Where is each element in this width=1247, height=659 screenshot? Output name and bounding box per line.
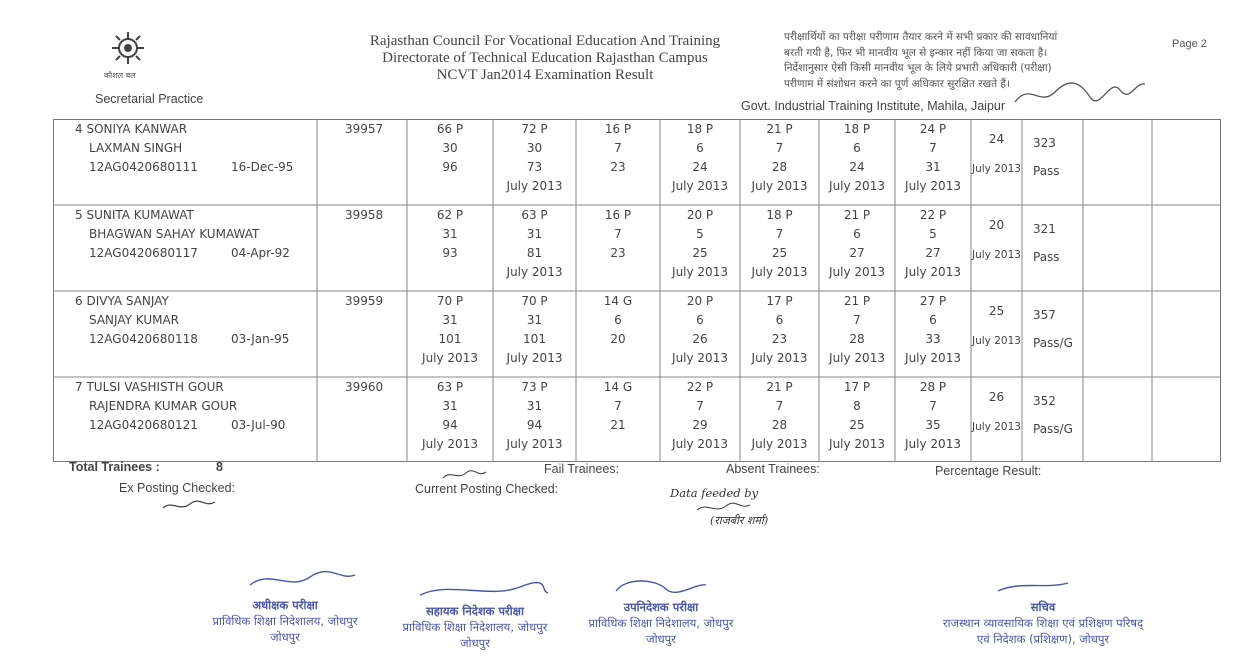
logo-caption: कौशल बल — [104, 71, 136, 80]
subject-total: 81 — [526, 246, 543, 260]
subject-sessional: 7 — [775, 227, 784, 241]
council-emblem-logo — [110, 30, 146, 66]
disclaimer-line: परीक्षार्थियों का परीक्षा परीणाम तैयार करने में सभी प्रकार की सावधानियां — [784, 31, 1058, 43]
signature-office: प्राविधिक शिक्षा निदेशालय, जोधपुर — [212, 614, 358, 628]
subject-total: 25 — [771, 246, 788, 260]
subject-marks: 16 P — [604, 122, 632, 136]
subject-total: 93 — [442, 246, 458, 260]
fail-trainees-label: Fail Trainees: — [544, 462, 620, 476]
subject-total: 25 — [692, 246, 708, 260]
trainee-name: 5 SUNITA KUMAWAT — [75, 208, 194, 222]
subject-total: 21 — [610, 418, 626, 432]
signature-office: राजस्थान व्यावसायिक शिक्षा एवं प्रशिक्षण परिषद् — [942, 616, 1144, 630]
signature-city: एवं निदेशक (प्रशिक्षण), जोधपुर — [976, 632, 1110, 646]
directorate-title: Directorate of Technical Education Rajasthan Campus — [382, 50, 708, 66]
subject-sessional: 6 — [696, 141, 704, 155]
subject-sessional: 31 — [526, 399, 543, 413]
subject-marks: 73 P — [521, 380, 548, 394]
subject-session: July 2013 — [829, 179, 885, 193]
registration-number: 12AG0420680117 — [89, 246, 198, 260]
signature-block-assistant-director — [400, 581, 550, 651]
subject-marks: 18 P — [686, 122, 714, 136]
subject-total: 28 — [771, 418, 788, 432]
subject-sessional: 5 — [929, 227, 937, 241]
subject-total: 27 — [849, 246, 865, 260]
subject-sessional: 31 — [442, 313, 458, 327]
subject-total: 28 — [849, 332, 865, 346]
extra-marks: 20 — [988, 218, 1005, 232]
date-of-birth: 16-Dec-95 — [231, 160, 294, 174]
subject-total: 35 — [925, 418, 941, 432]
subject-total: 24 — [692, 160, 708, 174]
subject-marks: 62 P — [436, 208, 464, 222]
subject-session: July 2013 — [506, 179, 563, 193]
subject-sessional: 7 — [775, 141, 784, 155]
signature-title: उपनिदेशक परीक्षा — [623, 600, 699, 614]
extra-marks: 26 — [988, 390, 1005, 404]
subject-marks: 21 P — [766, 380, 793, 394]
subject-total: 73 — [526, 160, 543, 174]
subject-sessional: 8 — [853, 399, 861, 413]
absent-trainees-label: Absent Trainees: — [726, 462, 820, 476]
subject-marks: 70 P — [436, 294, 464, 308]
subject-sessional: 6 — [929, 313, 937, 327]
signature-block-superintendent — [210, 567, 360, 645]
subject-sessional: 6 — [775, 313, 784, 327]
subject-marks: 20 P — [686, 208, 714, 222]
subject-session: July 2013 — [829, 437, 885, 451]
extra-session: July 2013 — [972, 163, 1021, 175]
result-table — [53, 119, 1221, 462]
data-feeded-by-name: (राजबीर शर्मा) — [710, 514, 769, 527]
subject-session: July 2013 — [672, 265, 728, 279]
subject-marks: 18 P — [766, 208, 793, 222]
subject-sessional: 6 — [696, 313, 704, 327]
subject-sessional: 7 — [929, 399, 937, 413]
grand-total: 357 — [1033, 308, 1056, 322]
signature-city: जोधपुर — [460, 636, 490, 650]
extra-marks: 25 — [988, 304, 1005, 318]
subject-total: 33 — [925, 332, 941, 346]
subject-marks: 21 P — [843, 294, 871, 308]
total-trainees-label: Total Trainees : — [69, 460, 160, 474]
subject-total: 94 — [442, 418, 458, 432]
subject-marks: 14 G — [603, 294, 633, 308]
disclaimer-line: बरती गयी है, फिर भी मानवीय भूल से इन्कार नहीं किया जा सकता है। — [784, 46, 1048, 59]
subject-sessional: 7 — [696, 399, 704, 413]
subject-total: 96 — [442, 160, 458, 174]
subject-marks: 66 P — [436, 122, 464, 136]
disclaimer-line: परीणाम में संशोधन करने का पूर्ण अधिकार सुरक्षित रखते हैं। — [784, 77, 1010, 90]
subject-total: 94 — [526, 418, 543, 432]
subject-session: July 2013 — [506, 265, 563, 279]
extra-session: July 2013 — [972, 421, 1021, 433]
subject-marks: 21 P — [766, 122, 793, 136]
signature-city: जोधपुर — [646, 632, 676, 646]
trainee-name: 4 SONIYA KANWAR — [75, 122, 188, 136]
subject-total: 31 — [925, 160, 941, 174]
subject-marks: 24 P — [919, 122, 947, 136]
subject-session: July 2013 — [751, 351, 808, 365]
subject-sessional: 7 — [853, 313, 861, 327]
subject-session: July 2013 — [751, 179, 808, 193]
subject-marks: 72 P — [521, 122, 548, 136]
signature-block-secretary — [938, 577, 1148, 647]
signature-title: अधीक्षक परीक्षा — [252, 598, 318, 612]
subject-marks: 63 P — [436, 380, 464, 394]
subject-session: July 2013 — [422, 437, 478, 451]
subject-session: July 2013 — [506, 437, 563, 451]
subject-sessional: 7 — [614, 227, 622, 241]
subject-marks: 17 P — [843, 380, 871, 394]
subject-total: 25 — [849, 418, 865, 432]
signature-block-deputy-director — [586, 575, 736, 647]
signature-title: सचिव — [1030, 600, 1056, 614]
subject-session: July 2013 — [672, 179, 728, 193]
result-status: Pass — [1033, 164, 1060, 178]
subject-marks: 16 P — [604, 208, 632, 222]
subject-total: 29 — [692, 418, 708, 432]
signature-title: सहायक निदेशक परीक्षा — [426, 604, 524, 618]
trade-name: Secretarial Practice — [95, 92, 204, 106]
institute-name: Govt. Industrial Training Institute, Mahila, Jaipur — [741, 99, 1006, 113]
roll-number: 39959 — [345, 294, 384, 308]
subject-sessional: 7 — [614, 141, 622, 155]
subject-total: 20 — [610, 332, 626, 346]
father-name: RAJENDRA KUMAR GOUR — [89, 399, 238, 413]
subject-marks: 63 P — [521, 208, 548, 222]
subject-total: 101 — [523, 332, 546, 346]
subject-total: 26 — [692, 332, 708, 346]
subject-marks: 14 G — [603, 380, 633, 394]
signature-stroke — [938, 577, 1148, 595]
father-name: LAXMAN SINGH — [89, 141, 183, 155]
subject-total: 23 — [610, 246, 626, 260]
registration-number: 12AG0420680118 — [89, 332, 198, 346]
subject-sessional: 30 — [442, 141, 458, 155]
subject-marks: 18 P — [843, 122, 871, 136]
subject-session: July 2013 — [905, 265, 961, 279]
signature-stroke — [586, 575, 736, 595]
current-posting-label: Current Posting Checked: — [415, 482, 559, 496]
subject-session: July 2013 — [751, 265, 808, 279]
subject-sessional: 7 — [929, 141, 937, 155]
ex-posting-label: Ex Posting Checked: — [119, 481, 236, 495]
roll-number: 39960 — [345, 380, 384, 394]
subject-total: 101 — [438, 332, 462, 346]
disclaimer-line: निर्देशानुसार ऐसी किसी मानवीय भूल के लिये प्रभारी अधिकारी (परीक्षा) — [784, 62, 1052, 74]
subject-total: 24 — [849, 160, 865, 174]
subject-sessional: 7 — [614, 399, 622, 413]
grand-total: 323 — [1033, 136, 1056, 150]
page-number: Page 2 — [1172, 38, 1207, 50]
current-posting-initials — [440, 468, 490, 482]
subject-sessional: 30 — [526, 141, 543, 155]
signature-stroke — [210, 567, 360, 593]
subject-session: July 2013 — [506, 351, 563, 365]
subject-sessional: 31 — [442, 227, 458, 241]
date-of-birth: 03-Jul-90 — [231, 418, 286, 432]
subject-marks: 22 P — [686, 380, 714, 394]
result-status: Pass/G — [1033, 336, 1073, 350]
data-feeded-by-note: Data feeded by — [670, 486, 759, 500]
subject-sessional: 31 — [442, 399, 458, 413]
council-title: Rajasthan Council For Vocational Education And Training — [369, 33, 721, 49]
subject-session: July 2013 — [672, 437, 728, 451]
subject-session: July 2013 — [829, 351, 885, 365]
subject-marks: 17 P — [766, 294, 793, 308]
subject-sessional: 31 — [526, 313, 543, 327]
handwritten-signature — [1010, 72, 1150, 112]
result-status: Pass/G — [1033, 422, 1073, 436]
subject-marks: 27 P — [919, 294, 947, 308]
roll-number: 39958 — [345, 208, 384, 222]
total-trainees-value: 8 — [216, 460, 223, 474]
result-status: Pass — [1033, 250, 1060, 264]
subject-marks: 28 P — [919, 380, 947, 394]
subject-sessional: 5 — [696, 227, 704, 241]
signature-city: जोधपुर — [270, 630, 300, 644]
extra-marks: 24 — [988, 132, 1005, 146]
subject-sessional: 31 — [526, 227, 543, 241]
percentage-result-label: Percentage Result: — [935, 464, 1042, 478]
subject-session: July 2013 — [905, 351, 961, 365]
subject-marks: 22 P — [919, 208, 947, 222]
subject-session: July 2013 — [422, 351, 478, 365]
subject-total: 23 — [610, 160, 626, 174]
extra-session: July 2013 — [972, 249, 1021, 261]
registration-number: 12AG0420680111 — [89, 160, 198, 174]
subject-sessional: 6 — [853, 141, 861, 155]
exam-title: NCVT Jan2014 Examination Result — [436, 67, 654, 83]
subject-session: July 2013 — [751, 437, 808, 451]
trainee-name: 6 DIVYA SANJAY — [75, 294, 169, 308]
subject-session: July 2013 — [905, 179, 961, 193]
grand-total: 321 — [1033, 222, 1056, 236]
subject-sessional: 6 — [853, 227, 861, 241]
registration-number: 12AG0420680121 — [89, 418, 198, 432]
roll-number: 39957 — [345, 122, 384, 136]
subject-sessional: 6 — [614, 313, 622, 327]
subject-session: July 2013 — [905, 437, 961, 451]
subject-total: 28 — [771, 160, 788, 174]
subject-marks: 70 P — [521, 294, 548, 308]
signature-stroke — [400, 581, 550, 599]
subject-marks: 20 P — [686, 294, 714, 308]
signature-office: प्राविधिक शिक्षा निदेशालय, जोधपुर — [588, 616, 734, 630]
subject-session: July 2013 — [672, 351, 728, 365]
subject-total: 27 — [925, 246, 941, 260]
subject-total: 23 — [771, 332, 788, 346]
grand-total: 352 — [1033, 394, 1056, 408]
date-of-birth: 04-Apr-92 — [231, 246, 290, 260]
subject-sessional: 7 — [775, 399, 784, 413]
father-name: SANJAY KUMAR — [89, 313, 180, 327]
subject-session: July 2013 — [829, 265, 885, 279]
subject-marks: 21 P — [843, 208, 871, 222]
father-name: BHAGWAN SAHAY KUMAWAT — [89, 227, 260, 241]
ex-posting-signature — [160, 496, 220, 514]
date-of-birth: 03-Jan-95 — [231, 332, 290, 346]
trainee-name: 7 TULSI VASHISTH GOUR — [75, 380, 224, 394]
signature-office: प्राविधिक शिक्षा निदेशालय, जोधपुर — [402, 620, 548, 634]
extra-session: July 2013 — [972, 335, 1021, 347]
